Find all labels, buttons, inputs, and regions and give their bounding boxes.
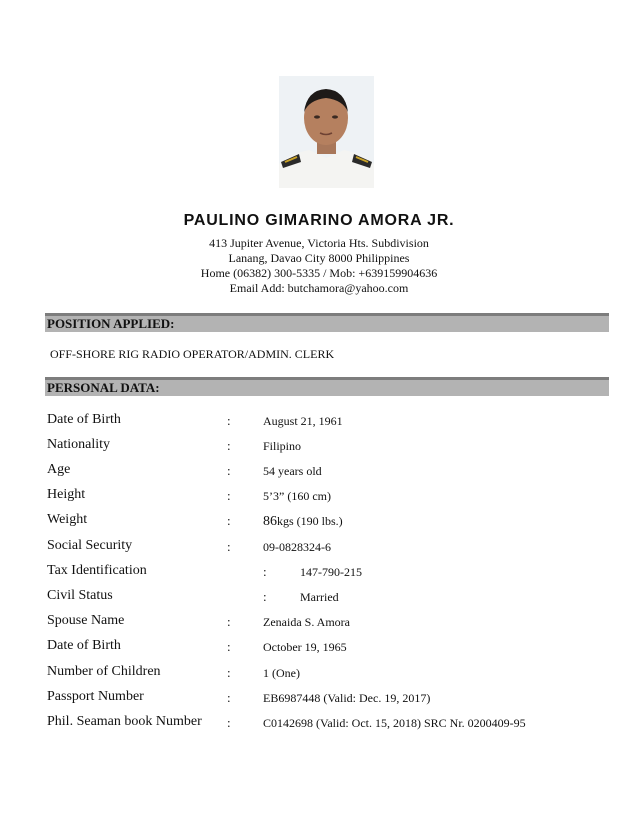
field-value: 09-0828324-6 bbox=[263, 540, 331, 554]
field-colon: : bbox=[227, 438, 231, 453]
profile-photo bbox=[279, 76, 374, 188]
position-applied-value: OFF-SHORE RIG RADIO OPERATOR/ADMIN. CLERK bbox=[50, 347, 335, 361]
field-colon: : bbox=[227, 539, 231, 554]
row-nationality bbox=[0, 437, 638, 459]
personal-data-heading: PERSONAL DATA: bbox=[45, 377, 609, 396]
row-seaman-book-number bbox=[0, 714, 638, 736]
field-value: 147-790-215 bbox=[300, 565, 362, 579]
row-passport-number bbox=[0, 689, 638, 711]
field-label: Social Security bbox=[47, 538, 133, 553]
address-line-1: 413 Jupiter Avenue, Victoria Hts. Subdivision bbox=[209, 236, 429, 250]
row-spouse-date-of-birth bbox=[0, 638, 638, 660]
field-value: C0142698 (Valid: Oct. 15, 2018) SRC Nr. 0200409-95 bbox=[263, 716, 526, 730]
field-label: Spouse Name bbox=[47, 613, 125, 628]
field-colon: : bbox=[227, 488, 231, 503]
field-value: August 21, 1961 bbox=[263, 414, 343, 428]
person-portrait-image bbox=[279, 76, 374, 188]
row-number-of-children bbox=[0, 664, 638, 686]
weight-unit: kgs (190 lbs.) bbox=[277, 514, 343, 528]
field-value: 5’3” (160 cm) bbox=[263, 489, 331, 503]
row-age bbox=[0, 462, 638, 484]
field-colon: : bbox=[227, 715, 231, 730]
email-line: Email Add: butchamora@yahoo.com bbox=[229, 281, 409, 295]
row-civil-status bbox=[0, 588, 638, 610]
field-label: Age bbox=[47, 462, 71, 477]
field-label: Date of Birth bbox=[47, 638, 121, 653]
field-colon: : bbox=[227, 639, 231, 654]
field-value bbox=[263, 514, 343, 530]
field-colon: : bbox=[263, 589, 267, 604]
field-value: Zenaida S. Amora bbox=[263, 615, 350, 629]
field-label: Height bbox=[47, 487, 86, 502]
field-colon: : bbox=[227, 413, 231, 428]
row-height bbox=[0, 487, 638, 509]
field-label: Nationality bbox=[47, 437, 110, 452]
field-label: Date of Birth bbox=[47, 412, 121, 427]
field-colon: : bbox=[227, 614, 231, 629]
field-label: Phil. Seaman book Number bbox=[47, 714, 202, 729]
field-colon: : bbox=[227, 513, 231, 528]
row-weight bbox=[0, 512, 638, 534]
field-label: Weight bbox=[47, 512, 88, 527]
weight-number: 86 bbox=[263, 514, 277, 529]
field-value: Married bbox=[300, 590, 339, 604]
field-label: Civil Status bbox=[47, 588, 113, 603]
address-line-2: Lanang, Davao City 8000 Philippines bbox=[228, 251, 410, 265]
field-label: Number of Children bbox=[47, 664, 161, 679]
field-value: 54 years old bbox=[263, 464, 322, 478]
field-value: 1 (One) bbox=[263, 666, 300, 680]
row-social-security bbox=[0, 538, 638, 560]
field-label: Passport Number bbox=[47, 689, 144, 704]
field-colon: : bbox=[227, 665, 231, 680]
position-applied-heading: POSITION APPLIED: bbox=[45, 313, 609, 332]
field-value: EB6987448 (Valid: Dec. 19, 2017) bbox=[263, 691, 431, 705]
phone-line: Home (06382) 300-5335 / Mob: +639159904636 bbox=[200, 266, 438, 280]
row-date-of-birth bbox=[0, 412, 638, 434]
applicant-name: PAULINO GIMARINO AMORA JR. bbox=[183, 212, 455, 229]
row-tax-identification bbox=[0, 563, 638, 585]
field-value: October 19, 1965 bbox=[263, 640, 347, 654]
field-colon: : bbox=[227, 463, 231, 478]
field-label: Tax Identification bbox=[47, 563, 147, 578]
row-spouse-name bbox=[0, 613, 638, 635]
field-colon: : bbox=[227, 690, 231, 705]
field-colon: : bbox=[263, 564, 267, 579]
field-value: Filipino bbox=[263, 439, 302, 453]
